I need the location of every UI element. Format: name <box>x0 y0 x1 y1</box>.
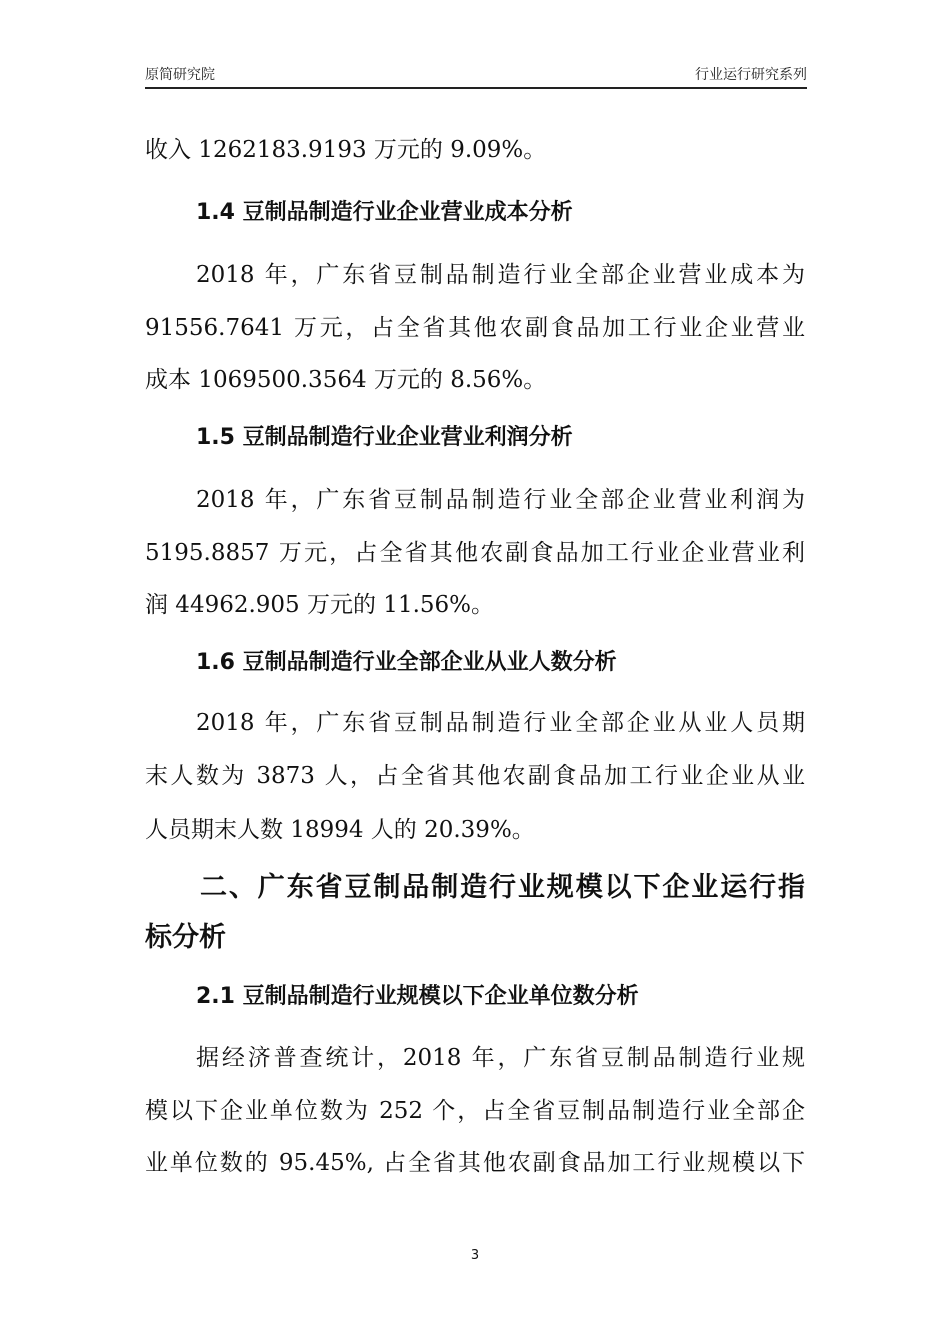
paragraph-line: 2018 年，广东省豆制品制造行业全部企业从业人员期 <box>196 710 805 736</box>
paragraph-line: 5195.8857 万元，占全省其他农副食品加工行业企业营业利 <box>145 540 805 566</box>
paragraph-line: 据经济普查统计，2018 年，广东省豆制品制造行业规 <box>196 1045 805 1071</box>
paragraph-line: 模以下企业单位数为 252 个，占全省豆制品制造行业全部企 <box>145 1098 805 1124</box>
section-heading-1-4: 1.4 豆制品制造行业企业营业成本分析 <box>196 200 573 225</box>
section-heading-2-1: 2.1 豆制品制造行业规模以下企业单位数分析 <box>196 984 639 1009</box>
chapter-heading-line: 标分析 <box>145 922 226 953</box>
paragraph-line: 收入 1262183.9193 万元的 9.09%。 <box>145 137 547 163</box>
paragraph-line: 末人数为 3873 人，占全省其他农副食品加工行业企业从业 <box>145 763 805 789</box>
section-heading-1-6: 1.6 豆制品制造行业全部企业从业人数分析 <box>196 650 617 675</box>
paragraph-line: 人员期末人数 18994 人的 20.39%。 <box>145 817 535 843</box>
page-number: 3 <box>470 1248 480 1263</box>
section-heading-1-5: 1.5 豆制品制造行业企业营业利润分析 <box>196 425 573 450</box>
header-left: 原简研究院 <box>145 67 215 83</box>
header-right: 行业运行研究系列 <box>695 67 807 83</box>
paragraph-line: 润 44962.905 万元的 11.56%。 <box>145 592 495 618</box>
chapter-heading-line: 二、广东省豆制品制造行业规模以下企业运行指 <box>200 872 805 903</box>
paragraph-line: 成本 1069500.3564 万元的 8.56%。 <box>145 367 547 393</box>
paragraph-line: 91556.7641 万元，占全省其他农副食品加工行业企业营业 <box>145 315 805 341</box>
paragraph-line: 2018 年，广东省豆制品制造行业全部企业营业成本为 <box>196 262 805 288</box>
header-divider <box>145 87 807 89</box>
paragraph-line: 2018 年，广东省豆制品制造行业全部企业营业利润为 <box>196 487 805 513</box>
paragraph-line: 业单位数的 95.45%, 占全省其他农副食品加工行业规模以下 <box>145 1150 805 1176</box>
